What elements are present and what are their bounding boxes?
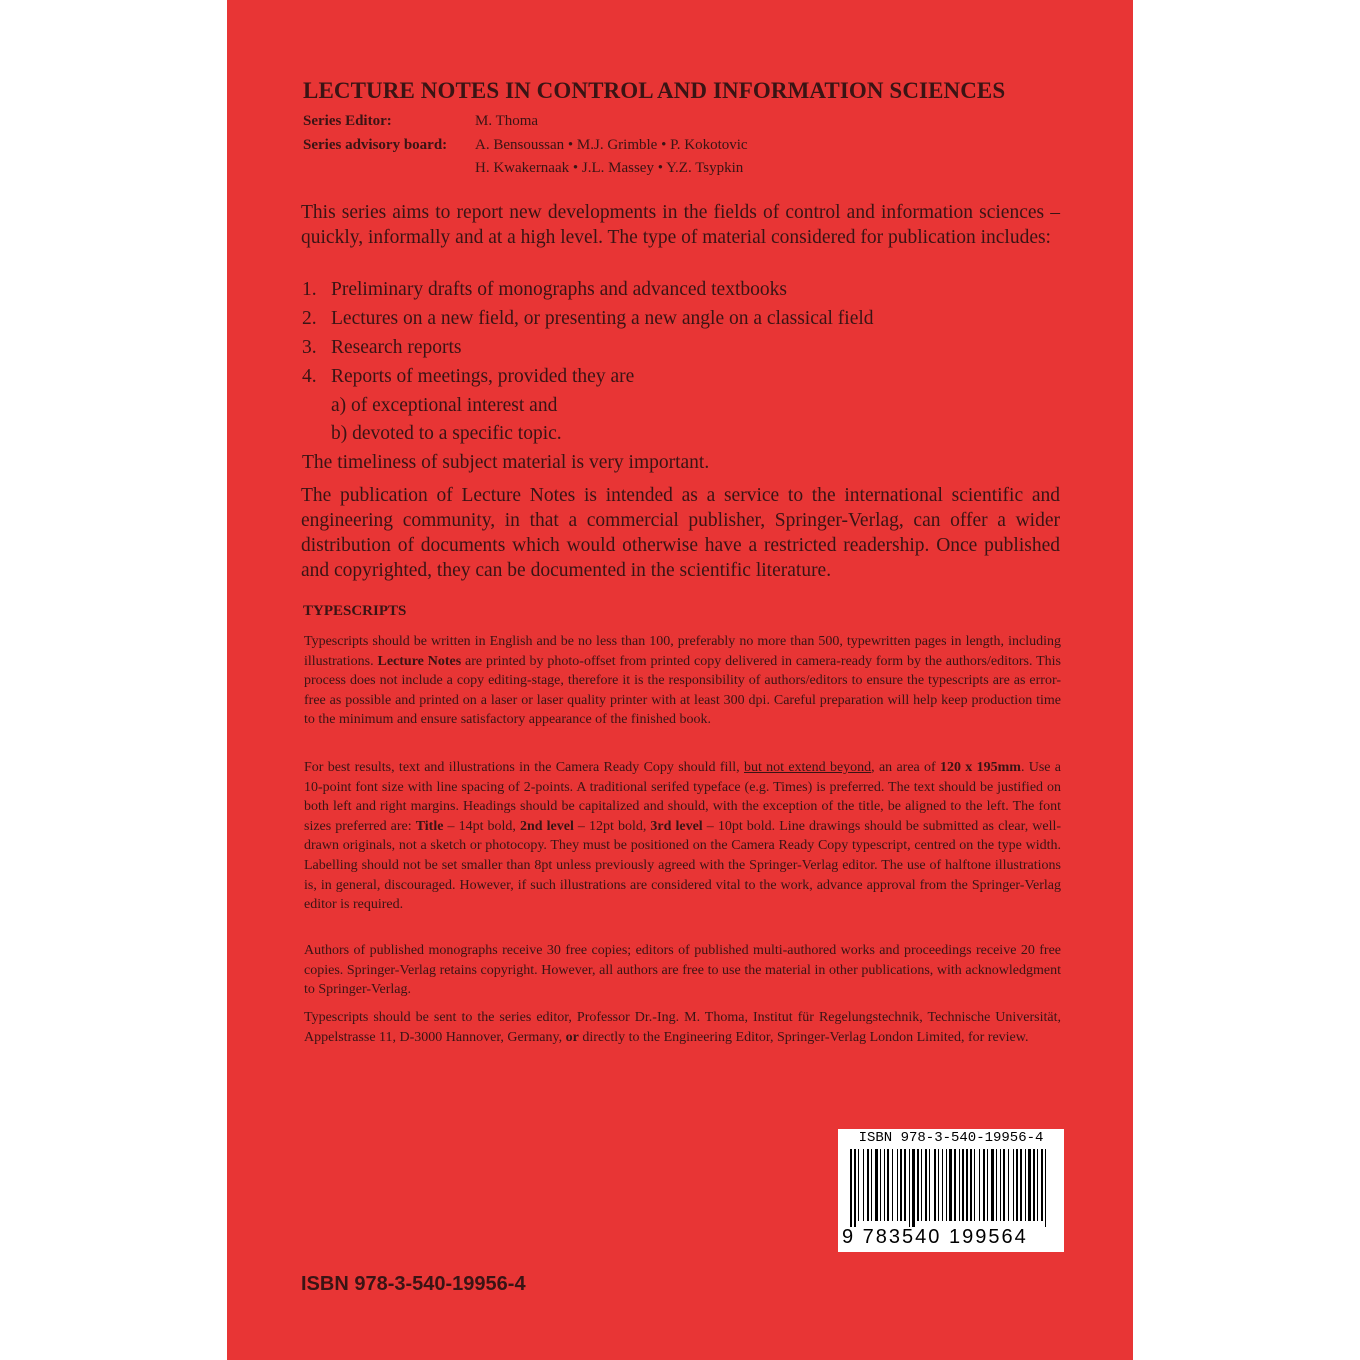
barcode-bar	[1020, 1149, 1022, 1221]
barcode-bar	[1041, 1149, 1043, 1221]
barcode-bar	[954, 1149, 956, 1221]
barcode-bar	[1033, 1149, 1035, 1221]
typescripts-paragraph-3: Authors of published monographs receive 30 free copies; editors of published multi-authored works and proceedings receive 20 free copies. Springer-Verlag retains copyright. However, all authors are free to use the material in other publications, with acknowledgment to Springer-Verlag.	[304, 943, 1061, 998]
publication-paragraph: The publication of Lecture Notes is intended as a service to the international scientific and engineering community, in that a commercial publisher, Springer-Verlag, can offer a wider distribution of documents which would otherwise have a restricted readership. Once published and copyrighted, they can be documented in the scientific literature.	[301, 485, 1060, 581]
barcode-bar	[949, 1149, 952, 1221]
barcode-bar	[1028, 1149, 1031, 1221]
advisory-board-line-1: A. Bensoussan • M.J. Grimble • P. Kokotovic	[475, 137, 748, 153]
barcode-bar	[900, 1149, 902, 1221]
barcode-bar	[897, 1149, 898, 1221]
list-item-text: Research reports	[331, 337, 462, 358]
list-item-number: 2.	[302, 308, 317, 329]
barcode-bar	[892, 1149, 893, 1221]
list-item-number: 1.	[302, 279, 317, 300]
barcode-bar	[996, 1149, 997, 1221]
barcode-bar	[974, 1149, 975, 1221]
barcode-bar	[938, 1149, 939, 1221]
barcode-bar	[854, 1149, 856, 1227]
barcode-bar	[863, 1149, 864, 1221]
barcode-bar	[942, 1149, 943, 1221]
list-item	[302, 366, 634, 388]
sub-list-item: a) of exceptional interest and	[331, 395, 558, 416]
barcode-bar	[912, 1149, 915, 1227]
barcode-bar	[1045, 1149, 1046, 1227]
barcode-bar	[884, 1149, 885, 1221]
series-editor-label: Series Editor:	[303, 113, 392, 129]
barcode-bar	[880, 1149, 881, 1221]
typescripts-paragraph-4: Typescripts should be sent to the series editor, Professor Dr.-Ing. M. Thoma, Institut für Regelungstechnik, Technische Universität, Appelstrasse 11, D-3000 Hannover, Germany, or directly to the Engineering Editor, Springer-Verlag London Limited, for review.	[304, 1010, 1061, 1045]
list-item	[302, 279, 787, 301]
list-item-number: 4.	[302, 366, 317, 387]
barcode-bar	[871, 1149, 872, 1221]
sub-list-item: b) devoted to a specific topic.	[331, 423, 562, 444]
barcode-bar	[875, 1149, 878, 1221]
barcode-bar	[962, 1149, 964, 1221]
timeliness-sentence: The timeliness of subject material is very important.	[302, 452, 710, 473]
barcode-bar	[991, 1149, 994, 1221]
barcode-bar	[1037, 1149, 1038, 1221]
barcode-bar	[946, 1149, 947, 1221]
list-item-text: Reports of meetings, provided they are	[331, 366, 635, 387]
list-item	[302, 308, 874, 330]
barcode-bar	[970, 1149, 972, 1221]
barcode-bar	[934, 1149, 936, 1221]
barcode-bar	[959, 1149, 960, 1221]
barcode-bar	[925, 1149, 927, 1221]
barcode-bar	[1008, 1149, 1009, 1221]
series-editor-name: M. Thoma	[475, 113, 539, 129]
barcode-digits: 9 783540 199564	[842, 1226, 1028, 1248]
barcode-bar	[929, 1149, 930, 1221]
list-item-number: 3.	[302, 337, 317, 358]
barcode-bar	[917, 1149, 919, 1221]
list-item-text: Preliminary drafts of monographs and advanced textbooks	[331, 279, 787, 300]
barcode-bars	[850, 1149, 1052, 1227]
intro-paragraph: This series aims to report new developments in the fields of control and information sciences – quickly, informally and at a high level. The type of material considered for publication includes:	[301, 202, 1060, 248]
barcode-bar	[979, 1149, 980, 1221]
list-item-text: Lectures on a new field, or presenting a new angle on a classical field	[331, 308, 874, 329]
series-title: LECTURE NOTES IN CONTROL AND INFORMATION SCIENCES	[303, 78, 1006, 103]
typescripts-paragraph-2: For best results, text and illustrations in the Camera Ready Copy should fill, but not extend beyond, an area of 120 x 195mm. Use a 10-point font size with line spacing of 2-points. A traditional serifed typeface (e.g. Times) is preferred. The text should be justified on both left and right margins. Headings should be capitalized and should, with the exception of the title, be aligned to the left. The font sizes preferred are: Title – 14pt bold, 2nd level – 12pt bold, 3rd level – 10pt bold. Line drawings should be submitted as clear, well-drawn originals, not a sketch or photocopy. They must be positioned on the Camera Ready Copy typescript, centred on the type width. Labelling should not be set smaller than 8pt unless previously agreed with the Springer-Verlag editor. The use of halftone illustrations is, in general, discouraged. However, if such illustrations are considered vital to the work, advance approval from the Springer-Verlag editor is required.	[304, 760, 1062, 913]
barcode-bar	[1003, 1149, 1005, 1221]
isbn-number: ISBN 978-3-540-19956-4	[301, 1273, 526, 1295]
barcode-isbn-text: ISBN 978-3-540-19956-4	[858, 1130, 1044, 1146]
barcode-bar	[966, 1149, 968, 1221]
barcode-bar	[887, 1149, 889, 1221]
barcode-bar	[921, 1149, 922, 1221]
barcode-bar	[1025, 1149, 1026, 1221]
barcode-bar	[904, 1149, 906, 1221]
barcode-bar	[1016, 1149, 1018, 1221]
barcode-bar	[983, 1149, 985, 1221]
barcode-bar	[1000, 1149, 1001, 1221]
list-item	[302, 337, 461, 359]
barcode-bar	[1013, 1149, 1014, 1221]
typescripts-paragraph-1: Typescripts should be written in English and be no less than 100, preferably no more than 500, typewritten pages in length, including illustrations. Lecture Notes are printed by photo-offset from printed copy delivered in camera-ready form by the authors/editors. This process does not include a copy editing-stage, therefore it is the responsibility of authors/editors to ensure the typescripts are as error-free as possible and printed on a laser or laser quality printer with at least 300 dpi. Careful preparation will help keep production time to the minimum and ensure satisfactory appearance of the finished book.	[304, 634, 1061, 728]
barcode	[838, 1129, 1064, 1252]
back-cover	[227, 0, 1133, 1360]
barcode-bar	[858, 1149, 859, 1221]
advisory-board-label: Series advisory board:	[303, 137, 448, 153]
typescripts-heading: TYPESCRIPTS	[303, 603, 407, 619]
barcode-bar	[850, 1149, 852, 1227]
barcode-bar	[909, 1149, 910, 1227]
barcode-bar	[867, 1149, 869, 1221]
advisory-board-line-2: H. Kwakernaak • J.L. Massey • Y.Z. Tsypkin	[475, 160, 744, 176]
barcode-bar	[987, 1149, 988, 1221]
